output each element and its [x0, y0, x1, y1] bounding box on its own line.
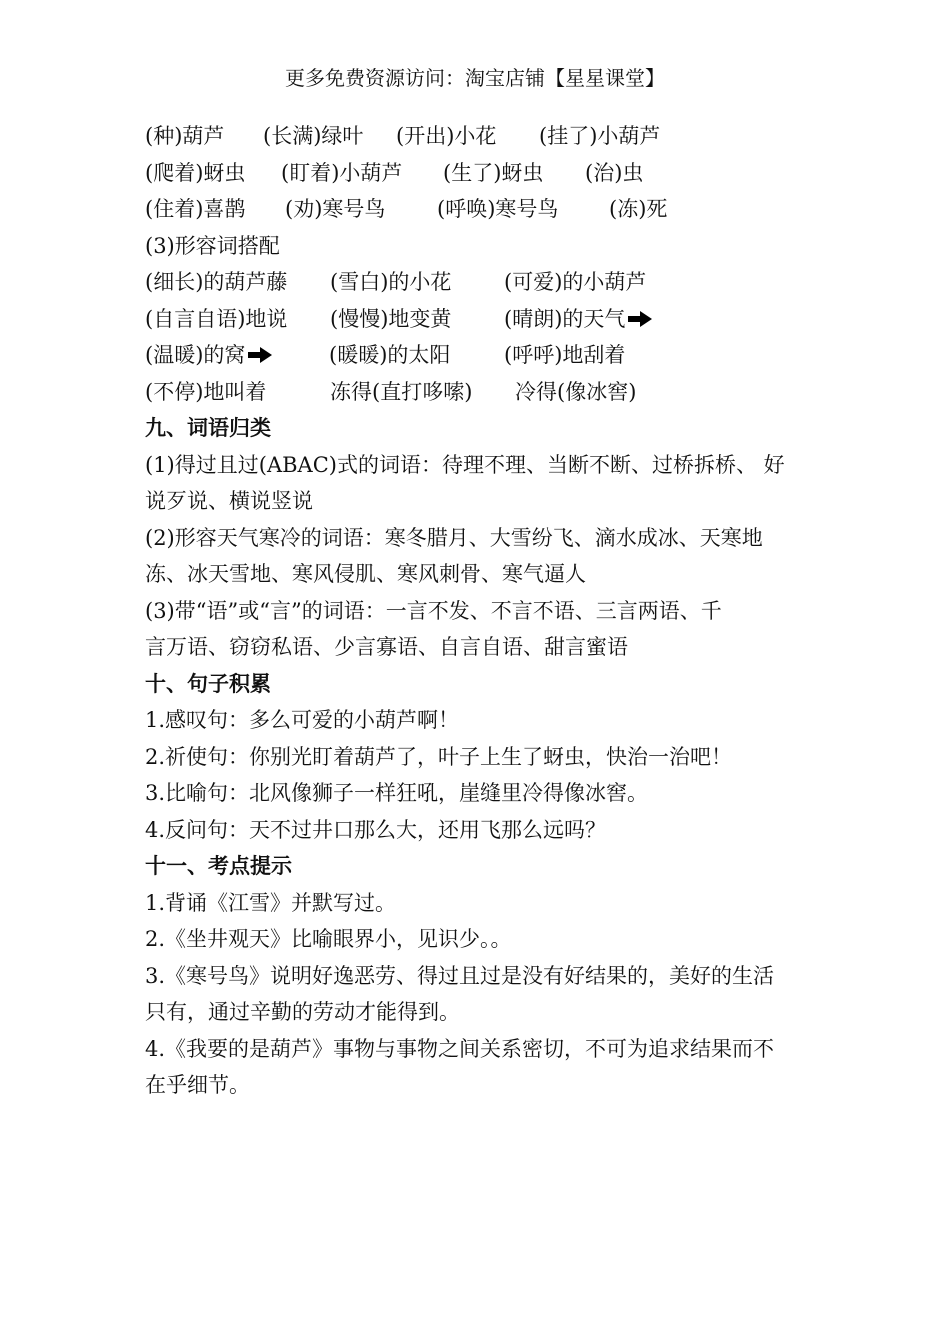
collocation-item: (可爱)的小葫芦 [504, 270, 647, 294]
exam-point-4-line-1: 4.《我要的是葫芦》事物与事物之间关系密切，不可为追求结果而不 [145, 1036, 775, 1061]
collocation-item: (温暖)的窝 [145, 343, 246, 367]
collocation-item-with-arrow [145, 337, 257, 374]
collocation-item: (暖暖)的太阳 [329, 343, 451, 367]
collocation-item: (开出)小花 [396, 124, 497, 148]
section-9-item-1-line-2: 说歹说、横说竖说 [145, 489, 313, 513]
collocation-item: (劝)寒号鸟 [285, 197, 386, 221]
collocation-item: (慢慢)地变黄 [330, 306, 452, 331]
collocation-row-1 [145, 118, 815, 155]
collocation-item: 冻得(直打哆嗦) [330, 379, 473, 404]
section-9-item-2-line-1: (2)形容天气寒冷的词语：寒冬腊月、大雪纷飞、滴水成冰、天寒地 [145, 525, 763, 550]
collocation-row-7 [145, 374, 815, 411]
collocation-item: (雪白)的小花 [330, 270, 452, 294]
page-header: 更多免费资源访问：淘宝店铺【星星课堂】 [285, 66, 665, 90]
section-9-item-3-line-1: (3)带“语”或“言”的词语：一言不发、不言不语、三言两语、千 [145, 598, 722, 623]
collocation-row-3 [145, 191, 815, 228]
section-9-item-3-line-2: 言万语、窃窃私语、少言寡语、自言自语、甜言蜜语 [145, 635, 628, 659]
collocation-row-6 [145, 337, 815, 374]
collocation-item: (呼唤)寒号鸟 [437, 197, 559, 221]
collocation-item: (生了)蚜虫 [443, 160, 544, 185]
collocation-item: (治)虫 [585, 160, 644, 185]
collocation-row-4 [145, 264, 815, 301]
collocation-item: (晴朗)的天气 [504, 306, 626, 331]
collocation-item: (住着)喜鹊 [145, 197, 246, 221]
collocation-item: (种)葫芦 [145, 124, 225, 148]
exam-point-3-line-1: 3.《寒号鸟》说明好逸恶劳、得过且过是没有好结果的，美好的生活 [145, 963, 775, 988]
sentence-item: 4.反问句：天不过井口那么大，还用飞那么远吗？ [145, 817, 607, 842]
collocation-item: (爬着)蚜虫 [145, 160, 246, 185]
collocation-item: 冷得(像冰窖) [515, 379, 637, 404]
right-arrow-icon [627, 309, 653, 329]
collocation-item: (自言自语)地说 [145, 306, 288, 331]
section-10-title: 十、句子积累 [145, 670, 271, 696]
right-arrow-icon [247, 345, 273, 365]
sentence-item: 3.比喻句：北风像狮子一样狂吼，崖缝里冷得像冰窖。 [145, 781, 649, 805]
adjective-heading: (3)形容词搭配 [145, 233, 280, 258]
sentence-item: 1.感叹句：多么可爱的小葫芦啊！ [145, 708, 460, 732]
exam-point-3-line-2: 只有，通过辛勤的劳动才能得到。 [145, 1000, 460, 1024]
collocation-item: (呼呼)地刮着 [504, 343, 626, 367]
exam-point-1: 1.背诵《江雪》并默写过。 [145, 890, 397, 915]
collocation-item: (不停)地叫着 [145, 379, 267, 404]
collocation-item: (细长)的葫芦藤 [145, 270, 288, 294]
collocation-row-2 [145, 155, 815, 192]
exam-point-4-line-2: 在乎细节。 [145, 1073, 250, 1097]
collocation-item: (盯着)小葫芦 [281, 160, 403, 185]
sentence-item: 2.祈使句：你别光盯着葫芦了，叶子上生了蚜虫，快治一治吧！ [145, 744, 733, 769]
section-9-item-2-line-2: 冻、冰天雪地、寒风侵肌、寒风刺骨、寒气逼人 [145, 562, 586, 586]
collocation-item: (挂了)小葫芦 [539, 124, 661, 148]
document-body [145, 118, 815, 1104]
collocation-item: (冻)死 [609, 197, 668, 221]
section-11-title: 十一、考点提示 [145, 853, 292, 878]
exam-point-2: 2.《坐井观天》比喻眼界小，见识少。。 [145, 927, 512, 951]
collocation-row-5 [145, 301, 815, 338]
collocation-item: (长满)绿叶 [263, 124, 364, 148]
section-9-title: 九、词语归类 [145, 415, 271, 440]
section-9-item-1-line-1: (1)得过且过(ABAC)式的词语：待理不理、当断不断、过桥拆桥、 好 [145, 452, 785, 477]
